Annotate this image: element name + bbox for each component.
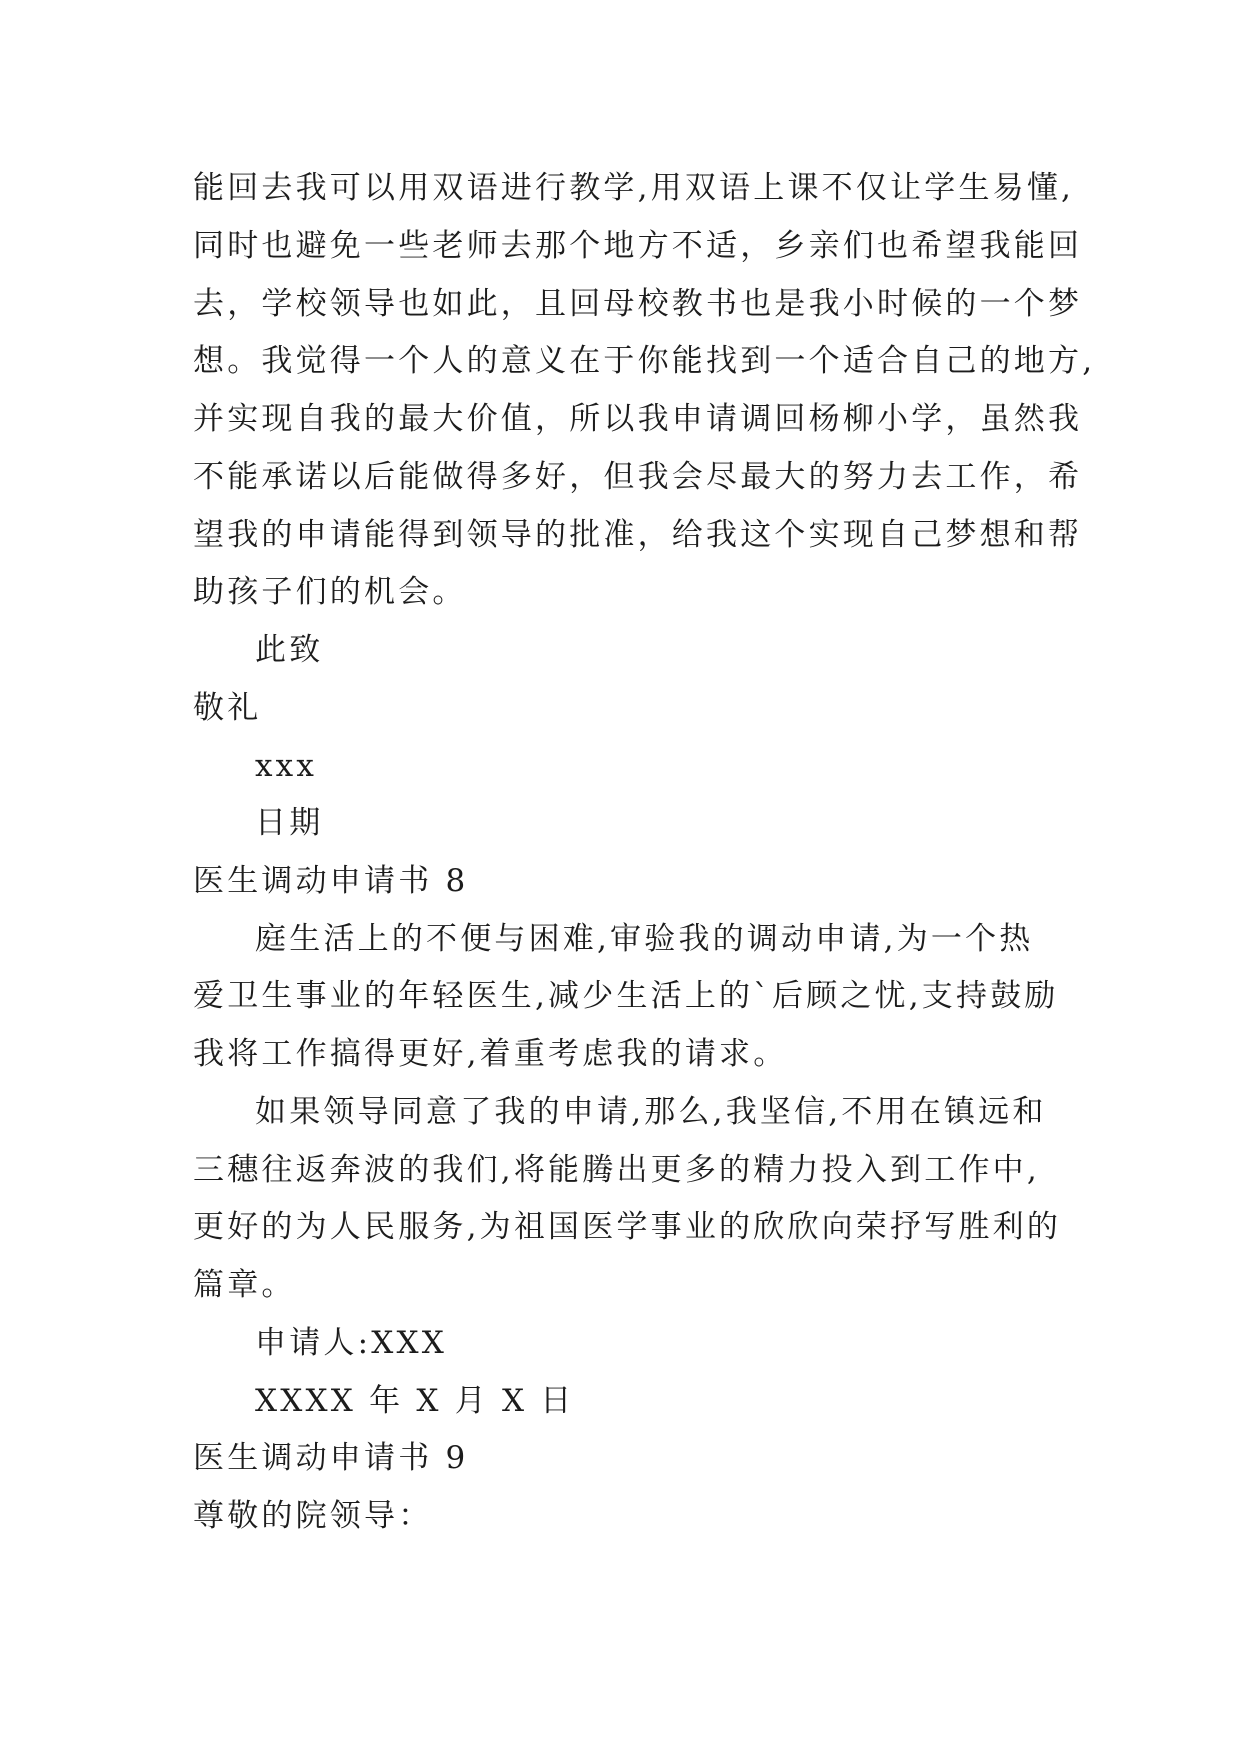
signature-date: 日期 — [255, 805, 324, 841]
application-date: XXXX 年 X 月 X 日 — [255, 1383, 575, 1419]
section-title: 医生调动申请书 8 — [193, 863, 469, 899]
signature-name: xxx — [255, 748, 318, 784]
letter-salutation: 尊敬的院领导： — [193, 1498, 433, 1534]
body-line: 我将工作搞得更好,着重考虑我的请求。 — [193, 1036, 788, 1072]
body-line: 篇章。 — [193, 1267, 296, 1303]
body-line: 爱卫生事业的年轻医生,减少生活上的`后顾之忧,支持鼓励 — [193, 978, 1059, 1014]
body-line: 想。我觉得一个人的意义在于你能找到一个适合自己的地方, — [193, 343, 1096, 379]
body-line: 庭生活上的不便与困难,审验我的调动申请,为一个热 — [255, 921, 1034, 957]
body-line: 三穗往返奔波的我们,将能腾出更多的精力投入到工作中, — [193, 1152, 1040, 1188]
section-title: 医生调动申请书 9 — [193, 1440, 469, 1476]
body-line: 如果领导同意了我的申请,那么,我坚信,不用在镇远和 — [255, 1094, 1047, 1130]
body-line: 更好的为人民服务,为祖国医学事业的欣欣向荣抒写胜利的 — [193, 1209, 1062, 1245]
body-line: 并实现自我的最大价值，所以我申请调回杨柳小学，虽然我 — [193, 401, 1083, 437]
body-line: 去，学校领导也如此，且回母校教书也是我小时候的一个梦 — [193, 286, 1083, 322]
closing-regards: 敬礼 — [193, 690, 262, 726]
applicant-signature: 申请人:XXX — [255, 1325, 448, 1361]
body-line: 助孩子们的机会。 — [193, 574, 467, 610]
closing-salutation: 此致 — [255, 632, 324, 668]
body-line: 望我的申请能得到领导的批准，给我这个实现自己梦想和帮 — [193, 517, 1083, 553]
body-line: 不能承诺以后能做得多好，但我会尽最大的努力去工作，希 — [193, 459, 1083, 495]
body-line: 能回去我可以用双语进行教学,用双语上课不仅让学生易懂, — [193, 170, 1075, 206]
body-line: 同时也避免一些老师去那个地方不适，乡亲们也希望我能回 — [193, 228, 1083, 264]
